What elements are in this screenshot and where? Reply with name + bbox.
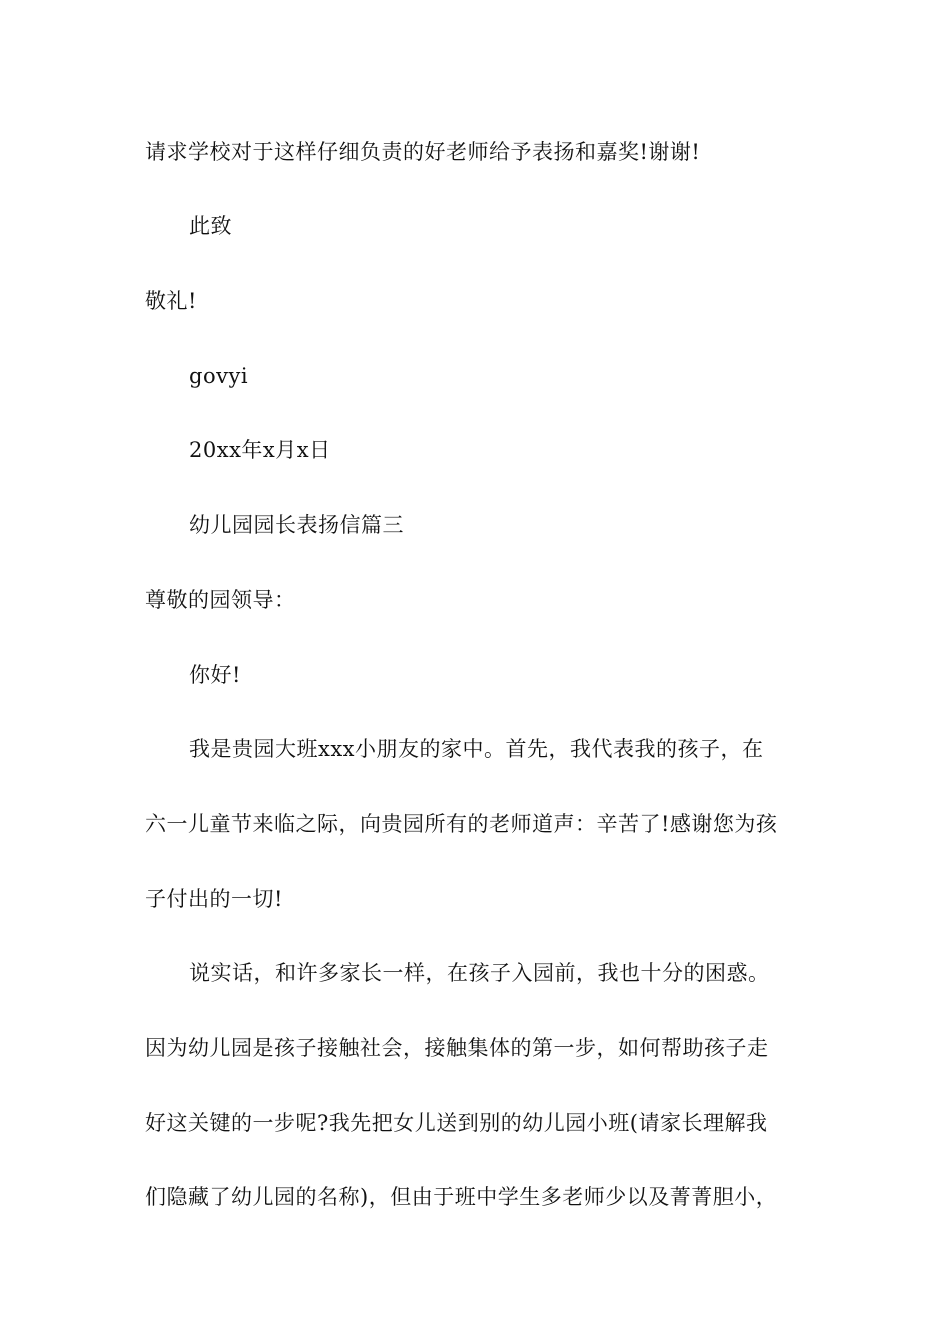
text-line: 敬礼! xyxy=(145,289,197,313)
text-line: 因为幼儿园是孩子接触社会，接触集体的第一步，如何帮助孩子走 xyxy=(145,1036,769,1060)
text-line: 20xx年x月x日 xyxy=(189,438,331,462)
text-line: govyi xyxy=(189,364,249,388)
greeting: 你好! xyxy=(189,663,241,687)
text-line: 我是贵园大班xxx小朋友的家中。首先，我代表我的孩子，在 xyxy=(189,737,764,761)
text-line: 六一儿童节来临之际，向贵园所有的老师道声：辛苦了!感谢您为孩 xyxy=(145,812,778,836)
salutation: 尊敬的园领导： xyxy=(145,588,296,612)
text-line: 此致 xyxy=(189,214,232,238)
text-line: 说实话，和许多家长一样，在孩子入园前，我也十分的困惑。 xyxy=(189,961,770,985)
text-line: 子付出的一切! xyxy=(145,887,283,911)
text-line: 请求学校对于这样仔细负责的好老师给予表扬和嘉奖!谢谢! xyxy=(145,140,701,164)
text-line: 好这关键的一步呢?我先把女儿送到别的幼儿园小班(请家长理解我 xyxy=(145,1111,768,1135)
section-heading: 幼儿园园长表扬信篇三 xyxy=(189,513,404,537)
text-line: 们隐藏了幼儿园的名称)，但由于班中学生多老师少以及菁菁胆小， xyxy=(145,1185,778,1209)
